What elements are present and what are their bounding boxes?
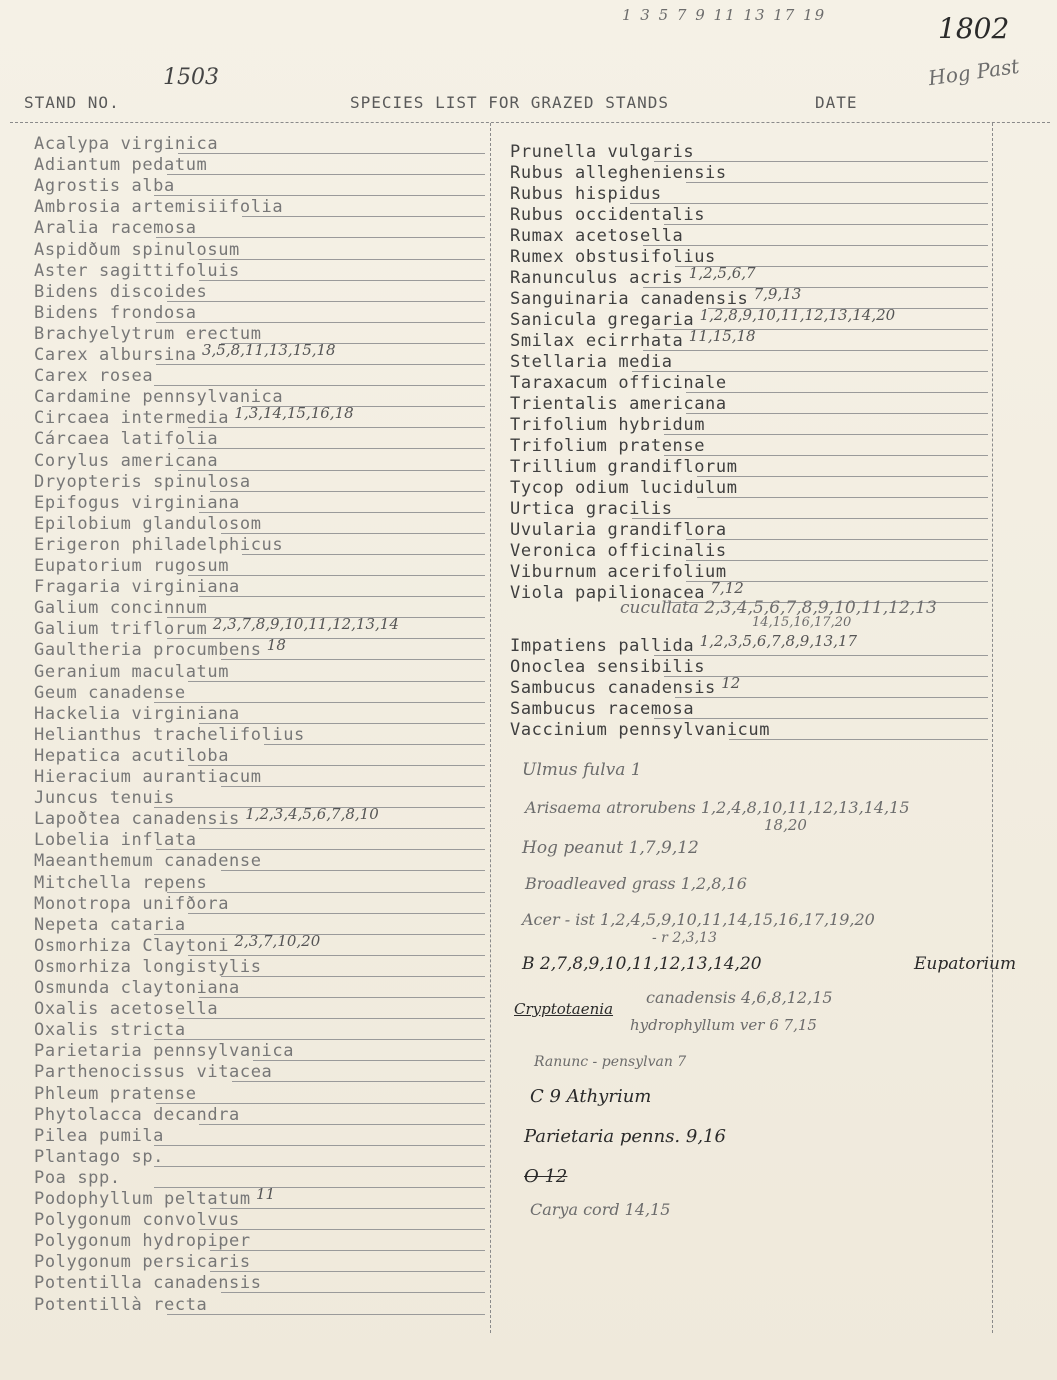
species-row [34, 404, 485, 429]
entry-line [188, 913, 485, 914]
entry-line [643, 245, 988, 246]
stand-numbers: 2,3,7,10,20 [234, 931, 321, 950]
species-row [34, 1084, 485, 1105]
center-divider [490, 123, 491, 1333]
species-name: Hepatica acutiloba [34, 745, 230, 766]
entry-line [199, 280, 485, 281]
entry-line [697, 476, 988, 477]
entry-line [664, 434, 988, 435]
stand-numbers: 3,5,8,11,13,15,18 [202, 341, 336, 359]
entry-line [242, 554, 485, 555]
entry-line [188, 427, 485, 428]
species-name: Acalypa virginica [34, 134, 219, 154]
entry-line [154, 1145, 485, 1146]
entry-line [167, 1314, 485, 1315]
entry-line [242, 216, 485, 217]
species-name: Trillium grandiflorum [510, 457, 738, 477]
entry-line [221, 533, 485, 534]
species-name: Bidens frondosa [34, 302, 197, 323]
species-name: Corylus americana [34, 450, 219, 471]
species-row [510, 632, 988, 657]
species-name: Viburnum acerifolium [510, 562, 727, 582]
species-name: Geranium maculatum [34, 661, 230, 682]
entry-line [654, 161, 988, 162]
species-name: Parietaria pennsylvanica [34, 1041, 295, 1062]
entry-line [686, 182, 988, 183]
species-row [34, 240, 485, 261]
entry-line [167, 174, 485, 175]
species-name: Taraxacum officinale [510, 373, 727, 393]
species-name: Trientalis americana [510, 394, 727, 414]
species-name: Podophyllum peltatum [34, 1189, 251, 1209]
species-name: Cardamine pennsylvanica [34, 387, 284, 408]
species-name: Lapoðtea canadensis [34, 809, 240, 830]
species-name: Sambucus canadensis [510, 678, 716, 698]
species-name: Mitchella repens [34, 872, 208, 893]
species-name: Onoclea sensibilis [510, 657, 706, 677]
species-row [34, 767, 485, 788]
entry-line [199, 259, 485, 260]
handwritten-canadensis: canadensis 4,6,8,12,15 [646, 988, 833, 1007]
entry-line [199, 828, 485, 829]
species-name: Erigeron philadelphicus [34, 534, 284, 555]
species-name: Nepeta cataria [34, 914, 186, 935]
entry-line [675, 697, 988, 698]
entry-line [632, 371, 988, 372]
species-row [34, 851, 485, 872]
species-name: Trifolium hybridum [510, 415, 706, 435]
species-row [510, 478, 988, 499]
species-name: Veronica officinalis [510, 541, 727, 561]
sheet-number: 1802 [938, 12, 1010, 45]
entry-line [199, 997, 485, 998]
entry-line [199, 596, 485, 597]
species-row [34, 1062, 485, 1083]
stand-numbers: 1,2,3,5,6,7,8,9,13,17 [699, 632, 858, 650]
species-row [34, 341, 485, 366]
entry-line [221, 786, 485, 787]
entry-line [686, 392, 988, 393]
species-name: Agrostis alba [34, 176, 175, 197]
species-name: Cárcaea latifolia [34, 429, 219, 450]
species-name: Fragaria virginiana [34, 577, 240, 598]
entry-line [154, 195, 485, 196]
entry-line [686, 413, 988, 414]
species-row [34, 176, 485, 197]
stand-numbers-note: 1 3 5 7 9 11 13 17 19 [622, 6, 827, 24]
species-name: Osmorhiza Claytoni [34, 935, 230, 956]
species-name: Geum canadense [34, 682, 186, 703]
date-label: DATE [815, 93, 858, 112]
handwritten-acer-2: - r 2,3,13 [652, 930, 717, 946]
species-row [510, 205, 988, 226]
species-row [34, 577, 485, 598]
entry-line [167, 892, 485, 893]
handwritten-struck: O 12 [524, 1166, 568, 1187]
species-name: Trifolium pratense [510, 436, 706, 456]
species-name: Aspidðum spinulosum [34, 239, 240, 260]
entry-line [188, 765, 485, 766]
entry-line [632, 518, 988, 519]
species-row [34, 746, 485, 767]
species-name: Urtica gracilis [510, 499, 673, 519]
species-row [34, 1126, 485, 1147]
entry-line [199, 512, 485, 513]
species-row [34, 725, 485, 746]
species-row [510, 520, 988, 541]
entry-line [630, 203, 988, 204]
species-row [34, 830, 485, 851]
stand-numbers: 7,9,13 [753, 285, 802, 303]
species-row [34, 1020, 485, 1041]
species-row [34, 683, 485, 704]
entry-line [686, 539, 988, 540]
species-name: Galium triflorum [34, 619, 208, 640]
entry-line [156, 322, 485, 323]
entry-line [221, 659, 485, 660]
species-row [34, 1231, 485, 1252]
entry-line [210, 1208, 485, 1209]
species-row [34, 218, 485, 239]
stand-number: 1503 [163, 65, 219, 90]
species-row [34, 615, 485, 640]
species-row [510, 352, 988, 373]
species-row [34, 556, 485, 577]
species-row [510, 415, 988, 436]
species-name: Aster sagittifoluis [34, 260, 240, 281]
species-row [510, 499, 988, 520]
species-name: Helianthus trachelifolius [34, 724, 305, 745]
entry-line [221, 976, 485, 977]
stand-numbers: 12 [721, 674, 741, 692]
right-divider [992, 123, 993, 1333]
species-row [34, 282, 485, 303]
species-row [510, 674, 988, 699]
entry-line [221, 870, 485, 871]
species-row [34, 662, 485, 683]
species-name: Osmorhiza longistylis [34, 956, 262, 977]
species-name: Potentilla canadensis [34, 1273, 262, 1294]
species-name: Polygonum hydropiper [34, 1231, 251, 1252]
species-row [510, 699, 988, 720]
entry-line [154, 385, 485, 386]
species-name: Epifogus virginiana [34, 492, 240, 513]
entry-line [156, 237, 485, 238]
entry-line [156, 364, 485, 365]
species-row [34, 472, 485, 493]
handwritten-ulmus: Ulmus fulva 1 [522, 760, 642, 780]
species-name: Polygonum persicaris [34, 1252, 251, 1273]
species-name: Lobelia inflata [34, 830, 197, 851]
species-name: Carex albursina [34, 345, 197, 365]
species-name: Oxalis acetosella [34, 999, 219, 1020]
species-name: Eupatorium rugosum [34, 556, 230, 576]
entry-line [654, 718, 988, 719]
species-row [34, 134, 485, 155]
stand-numbers: 1,2,5,6,7 [688, 264, 756, 282]
entry-line [178, 470, 485, 471]
species-row [34, 1105, 485, 1126]
species-name: Juncus tenuis [34, 788, 175, 809]
species-row [510, 541, 988, 562]
species-name: Smilax ecirrhata [510, 331, 684, 351]
entry-line [167, 638, 485, 639]
species-name: Rumex obstusifolius [510, 247, 716, 267]
species-row [34, 1041, 485, 1062]
entry-line [154, 702, 485, 703]
species-name: Rubus allegheniensis [510, 163, 727, 183]
species-row [510, 657, 988, 678]
stand-numbers: 18 [266, 636, 286, 655]
entry-line [188, 575, 485, 576]
species-name: Adiantum pedatum [34, 155, 208, 176]
stand-label: STAND NO. [24, 93, 120, 112]
species-row [510, 436, 988, 457]
species-row [34, 999, 485, 1020]
species-name: Carex rosea [34, 366, 154, 387]
species-name: Hieracium aurantiacum [34, 767, 262, 787]
entry-line [167, 301, 485, 302]
entry-line [643, 287, 988, 288]
species-row [34, 535, 485, 556]
entry-line [664, 455, 988, 456]
species-row [34, 704, 485, 725]
species-name: Brachyelytrum erectum [34, 323, 262, 344]
entry-line [156, 1103, 485, 1104]
entry-line [199, 1124, 485, 1125]
page-title: SPECIES LIST FOR GRAZED STANDS [350, 93, 669, 112]
species-name: Vaccinium pennsylvanicum [510, 720, 771, 740]
species-row [34, 514, 485, 535]
species-name: Potentillà recta [34, 1294, 208, 1315]
species-row [34, 931, 485, 957]
stand-numbers: 1,2,3,4,5,6,7,8,10 [245, 805, 379, 824]
species-name: Ambrosia artemisiifolia [34, 197, 284, 218]
entry-line [697, 497, 988, 498]
species-name: Hackelia virginiana [34, 703, 240, 724]
handwritten-cucullata: cucullata 2,3,4,5,6,7,8,9,10,11,12,13 [620, 598, 937, 618]
species-name: Dryopteris spinulosa [34, 471, 251, 492]
entry-line [729, 739, 988, 740]
species-row [510, 264, 988, 289]
species-row [34, 1185, 485, 1210]
species-row [510, 327, 988, 352]
handwritten-c-line: C 9 Athyrium [530, 1086, 652, 1107]
stand-numbers: 2,3,7,8,9,10,11,12,13,14 [212, 615, 399, 634]
entry-line [221, 1292, 485, 1293]
species-name: Stellaria media [510, 352, 673, 372]
entry-line [643, 350, 988, 351]
handwritten-arisaema: Arisaema atrorubens 1,2,4,8,10,11,12,13,14,15 [525, 798, 910, 817]
species-row [34, 894, 485, 915]
entry-line [210, 1271, 485, 1272]
species-name: Rubus occidentalis [510, 205, 706, 225]
species-name: Rumax acetosella [510, 226, 684, 246]
species-row [34, 636, 485, 661]
species-name: Tycop odium lucidulum [510, 478, 738, 498]
header-rule [10, 122, 1050, 123]
species-row [34, 451, 485, 472]
species-row [34, 197, 485, 218]
species-row [34, 366, 485, 387]
species-row [34, 1252, 485, 1273]
entry-line [199, 1229, 485, 1230]
species-name: Phleum pratense [34, 1083, 197, 1104]
species-name: Sanguinaria canadensis [510, 289, 749, 309]
species-row [34, 155, 485, 176]
entry-line [199, 723, 485, 724]
entry-line [154, 1039, 485, 1040]
species-name: Epilobium glandulosom [34, 513, 262, 534]
species-name: Sambucus racemosa [510, 699, 695, 719]
stand-numbers: 11,15,18 [688, 327, 756, 345]
handwritten-carya: Carya cord 14,15 [530, 1200, 671, 1219]
entry-line [686, 560, 988, 561]
species-row [510, 457, 988, 478]
entry-line [188, 955, 485, 956]
species-row [510, 142, 988, 163]
handwritten-arisaema-2: 18,20 [764, 816, 807, 834]
entry-line [156, 849, 485, 850]
species-name: Impatiens pallida [510, 636, 695, 656]
species-name: Polygonum convolvus [34, 1210, 240, 1231]
species-row [510, 394, 988, 415]
species-name: Phytolacca decandra [34, 1104, 240, 1125]
species-row [510, 373, 988, 394]
entry-line [654, 655, 988, 656]
species-row [510, 562, 988, 583]
stand-numbers: 1,3,14,15,16,18 [234, 404, 354, 423]
species-name: Prunella vulgaris [510, 142, 695, 162]
entry-line [664, 676, 988, 677]
species-name: Plantago sp. [34, 1146, 165, 1167]
handwritten-hog-peanut: Hog peanut 1,7,9,12 [522, 838, 699, 858]
species-row [34, 493, 485, 514]
handwritten-ranunc: Ranunc - pensylvan 7 [534, 1054, 687, 1070]
species-row [34, 1210, 485, 1231]
handwritten-eupatorium: Eupatorium [914, 954, 1017, 974]
entry-line [178, 1018, 485, 1019]
entry-line [253, 1060, 485, 1061]
stand-numbers: 1,2,8,9,10,11,12,13,14,20 [699, 306, 896, 324]
entry-line [210, 491, 485, 492]
species-row [34, 805, 485, 830]
species-row [510, 163, 988, 184]
species-name: Monotropa unifðora [34, 893, 230, 914]
species-row [34, 303, 485, 324]
species-name: Sanicula gregaria [510, 310, 695, 330]
species-name: Oxalis stricta [34, 1020, 186, 1041]
species-row [510, 720, 988, 741]
species-name: Parthenocissus vitacea [34, 1062, 273, 1083]
hog-pasture-note: Hog Past [926, 53, 1021, 91]
species-row [34, 1273, 485, 1294]
species-row [34, 957, 485, 978]
entry-line [210, 1250, 485, 1251]
handwritten-hydrophyllum: hydrophyllum ver 6 7,15 [630, 1016, 817, 1034]
entry-line [264, 744, 485, 745]
species-row [34, 261, 485, 282]
species-name: Osmunda claytoniana [34, 978, 240, 998]
species-name: Poa spp. [34, 1167, 121, 1188]
entry-line [178, 153, 485, 154]
species-name: Uvularia grandiflora [510, 520, 727, 540]
species-name: Bidens discoides [34, 281, 208, 302]
handwritten-cucullata-2: 14,15,16,17,20 [752, 615, 852, 630]
stand-numbers: 11 [256, 1185, 276, 1203]
entry-line [232, 1081, 485, 1082]
species-name: Galium concinnum [34, 598, 208, 619]
species-row [34, 1295, 485, 1316]
species-row [34, 978, 485, 999]
species-name: Rubus hispidus [510, 184, 662, 204]
entry-line [188, 681, 485, 682]
entry-line [154, 1187, 485, 1188]
species-name: Circaea intermedia [34, 408, 230, 429]
handwritten-broadleaved: Broadleaved grass 1,2,8,16 [525, 874, 747, 893]
species-name: Viola papilionacea [510, 583, 706, 603]
handwritten-parietaria: Parietaria penns. 9,16 [524, 1126, 726, 1147]
species-name: Aralia racemosa [34, 218, 197, 239]
handwritten-b-line: B 2,7,8,9,10,11,12,13,14,20 [522, 954, 762, 974]
species-name: Maeanthemum canadense [34, 851, 262, 872]
species-row [510, 184, 988, 205]
species-name: Ranunculus acris [510, 268, 684, 288]
species-name: Gaultheria procumbens [34, 640, 262, 661]
entry-line [178, 448, 485, 449]
stand-numbers: 7,12 [710, 579, 744, 597]
species-row [34, 429, 485, 450]
species-row [510, 226, 988, 247]
entry-line [154, 1166, 485, 1167]
handwritten-acer: Acer - ist 1,2,4,5,9,10,11,14,15,16,17,19,20 [522, 910, 875, 929]
handwritten-cryptotaenia: Cryptotaenia [514, 1000, 614, 1018]
species-row [34, 873, 485, 894]
species-row [34, 1147, 485, 1168]
species-name: Pilea pumila [34, 1125, 165, 1146]
entry-line [664, 224, 988, 225]
